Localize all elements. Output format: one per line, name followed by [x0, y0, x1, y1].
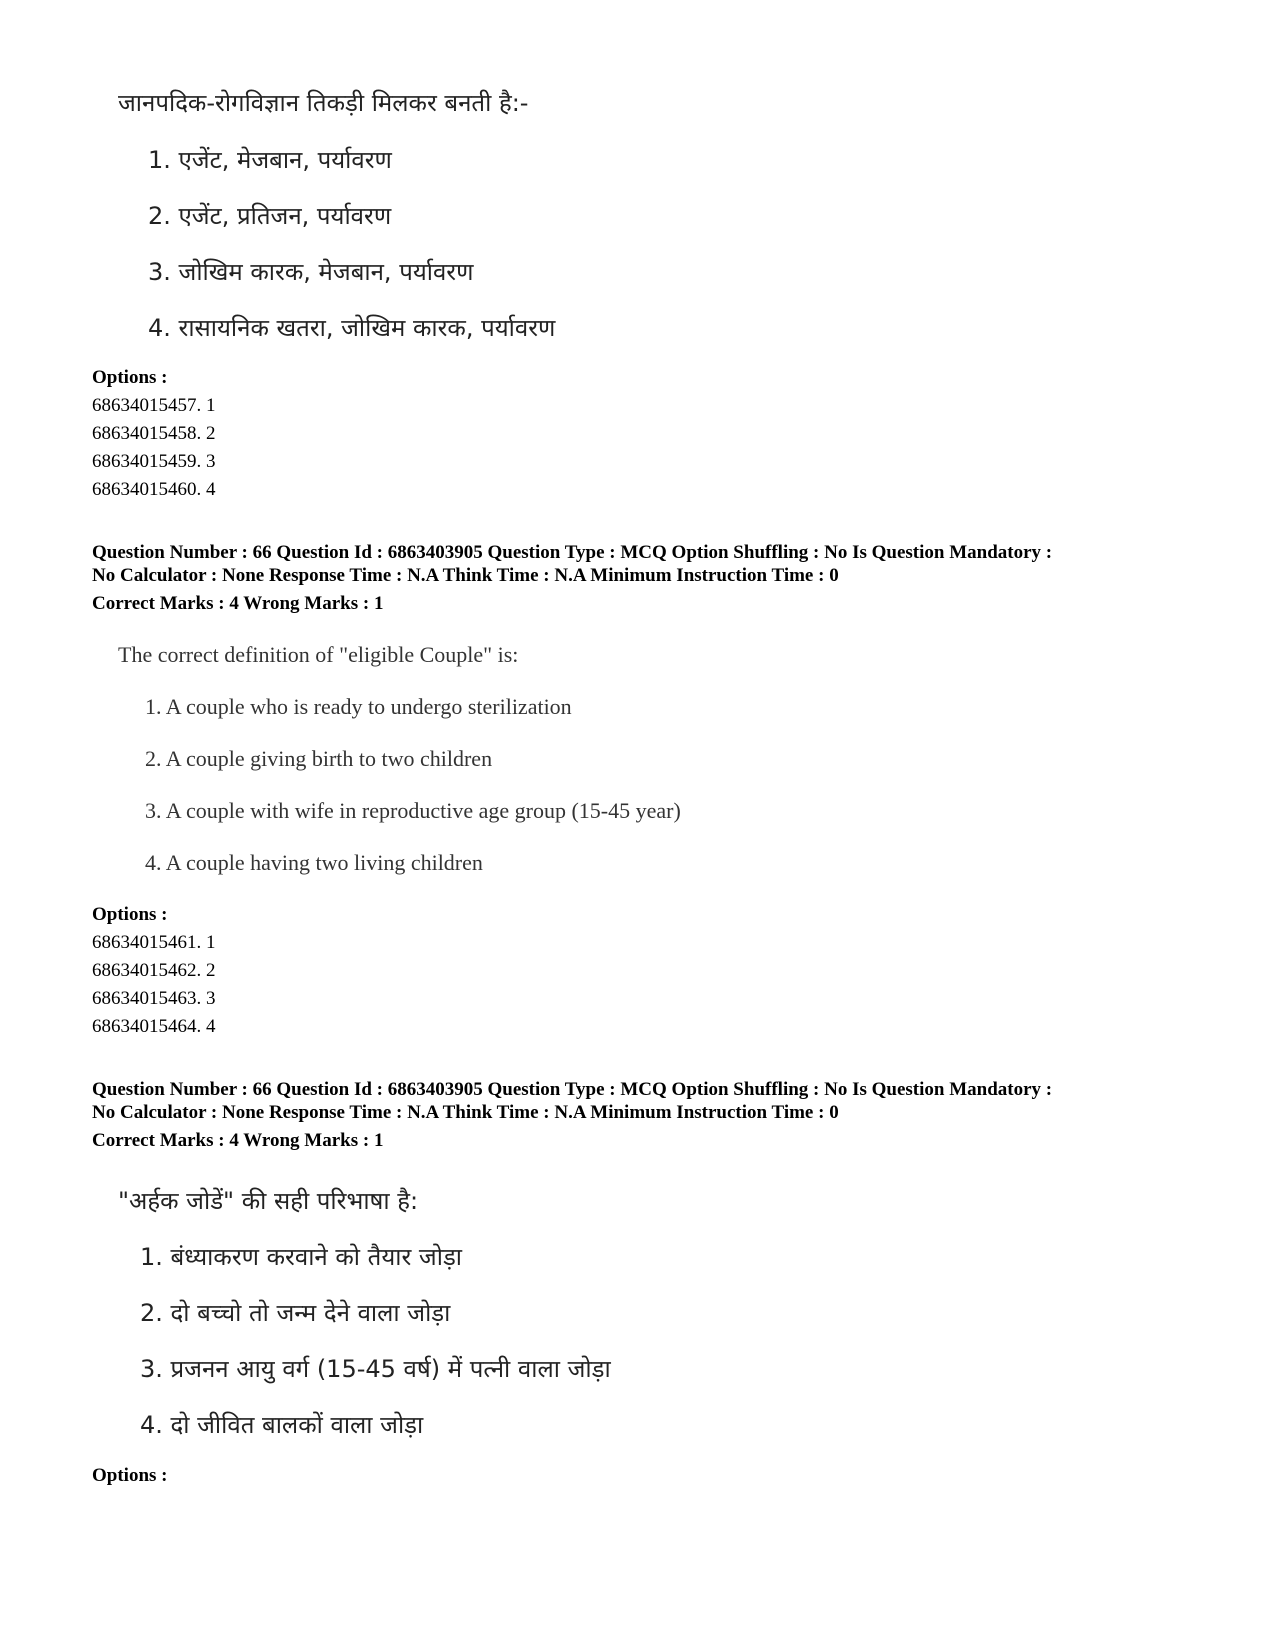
question-meta-line: No Calculator : None Response Time : N.A Think Time : N.A Minimum Instruction Time : 0 [92, 1102, 839, 1123]
choice-2: 2. एजेंट, प्रतिजन, पर्यावरण [148, 202, 392, 230]
question-meta-line: No Calculator : None Response Time : N.A Think Time : N.A Minimum Instruction Time : 0 [92, 565, 839, 586]
option-id-line: 68634015464. 4 [92, 1016, 216, 1037]
option-id-line: 68634015460. 4 [92, 479, 216, 500]
choice-3: 3. प्रजनन आयु वर्ग (15-45 वर्ष) में पत्नी वाला जोड़ा [140, 1355, 611, 1383]
choice-3: 3. A couple with wife in reproductive age group (15-45 year) [145, 798, 681, 823]
option-id-line: 68634015463. 3 [92, 988, 216, 1009]
question-text-english: The correct definition of "eligible Couple" is: [118, 642, 519, 667]
question-text-hindi-2: "अर्हक जोडें" की सही परिभाषा है: [118, 1187, 419, 1215]
option-id-line: 68634015457. 1 [92, 395, 216, 416]
option-id-line: 68634015458. 2 [92, 423, 216, 444]
question-meta-line: Question Number : 66 Question Id : 6863403905 Question Type : MCQ Option Shuffling : No Is Question Mandatory : [92, 1079, 1053, 1100]
options-label: Options : [92, 904, 168, 925]
option-id-line: 68634015459. 3 [92, 451, 216, 472]
choice-4: 4. रासायनिक खतरा, जोखिम कारक, पर्यावरण [148, 314, 556, 342]
choice-3: 3. जोखिम कारक, मेजबान, पर्यावरण [148, 258, 474, 286]
options-label: Options : [92, 367, 168, 388]
choice-2: 2. दो बच्चो तो जन्म देने वाला जोड़ा [140, 1299, 451, 1327]
options-label: Options : [92, 1465, 168, 1486]
choice-2: 2. A couple giving birth to two children [145, 746, 493, 771]
choice-1: 1. A couple who is ready to undergo sterilization [145, 694, 572, 719]
choice-1: 1. बंध्याकरण करवाने को तैयार जोड़ा [140, 1243, 462, 1271]
question-meta-line: Question Number : 66 Question Id : 6863403905 Question Type : MCQ Option Shuffling : No Is Question Mandatory : [92, 542, 1053, 563]
choice-4: 4. A couple having two living children [145, 850, 483, 875]
option-id-line: 68634015462. 2 [92, 960, 216, 981]
option-id-line: 68634015461. 1 [92, 932, 216, 953]
choice-1: 1. एजेंट, मेजबान, पर्यावरण [148, 146, 392, 174]
choice-4: 4. दो जीवित बालकों वाला जोड़ा [140, 1411, 424, 1439]
question-text-hindi-1: जानपदिक-रोगविज्ञान तिकड़ी मिलकर बनती है:- [118, 89, 529, 117]
marks-line: Correct Marks : 4 Wrong Marks : 1 [92, 1130, 384, 1151]
marks-line: Correct Marks : 4 Wrong Marks : 1 [92, 593, 384, 614]
